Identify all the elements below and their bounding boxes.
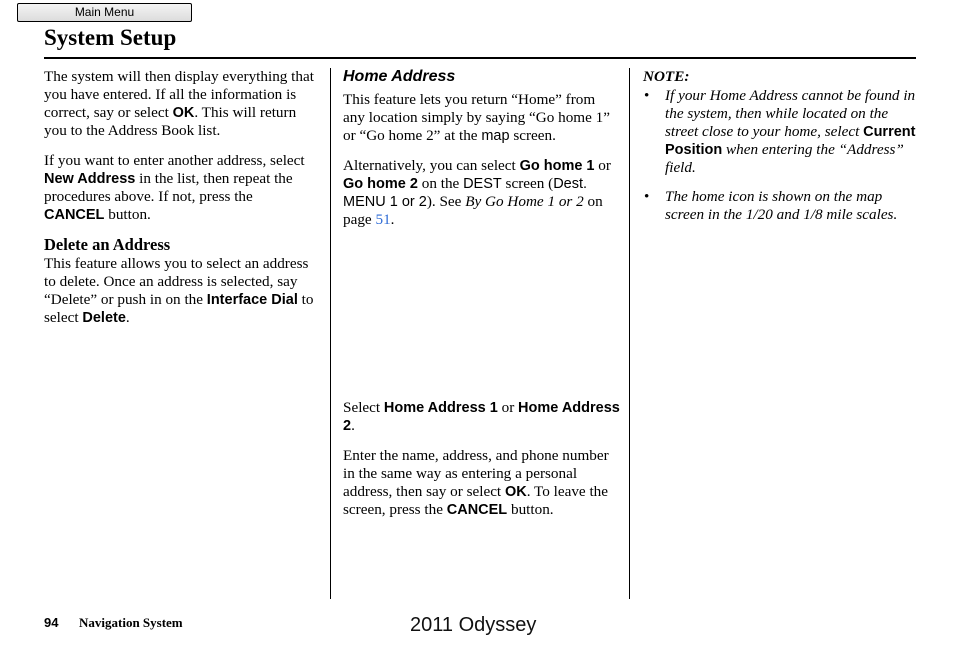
bullet-icon: • (644, 188, 650, 205)
home-address-1-term: Home Address 1 (383, 400, 498, 416)
delete-address-heading: Delete an Address (44, 235, 171, 254)
note-list (643, 87, 916, 224)
paragraph-select-home: Select Home Address 1 or Home Address 2. (343, 399, 620, 434)
page-title: System Setup (44, 25, 177, 50)
column-divider-2 (629, 68, 630, 599)
page-51-link[interactable]: 51 (375, 211, 391, 228)
go-home-2-term: Go home 2 (343, 176, 418, 192)
section-name: Navigation System (79, 615, 183, 630)
watermark: 2011 Odyssey (410, 614, 537, 636)
bullet-icon: • (644, 87, 650, 104)
main-menu-button[interactable]: Main Menu (17, 3, 192, 22)
current-position-term: Current Position (665, 124, 916, 158)
cross-reference-title: By Go Home 1 or 2 (465, 193, 584, 210)
column-divider-1 (330, 68, 331, 599)
ok-term: OK (172, 105, 195, 121)
home-address-heading: Home Address (343, 68, 456, 85)
paragraph-alternatively: Alternatively, you can select Go home 1 or Go home 2 on the DEST screen (Dest. MENU 1 or 2). See By Go Home 1 or 2 on page 51. (343, 157, 611, 228)
map-term: map (481, 128, 510, 144)
delete-term: Delete (82, 310, 126, 326)
paragraph-home-feature: This feature lets you return “Home” from any location simply by saying “Go home 1” or “Go home 2” at the map screen. (343, 91, 610, 144)
note-item: • The home icon is shown on the map screen in the 1/20 and 1/8 mile scales. (644, 188, 898, 223)
cancel-term: CANCEL (446, 502, 508, 518)
title-divider (44, 57, 916, 59)
note-item: • If your Home Address cannot be found in the system, then while located on the street close to your home, select Current Position when entering the “Address” field. (644, 87, 916, 176)
paragraph-display-info: The system will then display everything that you have entered. If all the information is correct, say or select OK. This will return you to the Address Book list. (44, 68, 314, 139)
cancel-term: CANCEL (44, 207, 105, 223)
page-number: 94 (44, 615, 59, 630)
dest-menu-term: Dest. MENU 1 or 2 (343, 176, 588, 210)
dest-term: DEST (463, 176, 502, 192)
go-home-1-term: Go home 1 (519, 158, 595, 174)
paragraph-enter-name: Enter the name, address, and phone number in the same way as entering a personal address, then say or select OK. To leave the screen, press the CANCEL button. (343, 447, 609, 518)
note-label: NOTE: (643, 68, 690, 85)
paragraph-delete-address: This feature allows you to select an address to delete. Once an address is selected, say “Delete” or push in on the Interface Dial to select Delete. (44, 255, 314, 326)
column-right (643, 68, 916, 235)
home-address-2-term: Home Address 2 (343, 400, 620, 434)
paragraph-another-address: If you want to enter another address, select New Address in the list, then repeat the procedures above. If not, press the CANCEL button. (44, 152, 305, 223)
figure-space (343, 241, 620, 399)
column-middle (343, 68, 620, 531)
interface-dial-term: Interface Dial (206, 292, 298, 308)
column-left (44, 68, 316, 339)
ok-term: OK (504, 484, 527, 500)
new-address-term: New Address (44, 171, 136, 187)
